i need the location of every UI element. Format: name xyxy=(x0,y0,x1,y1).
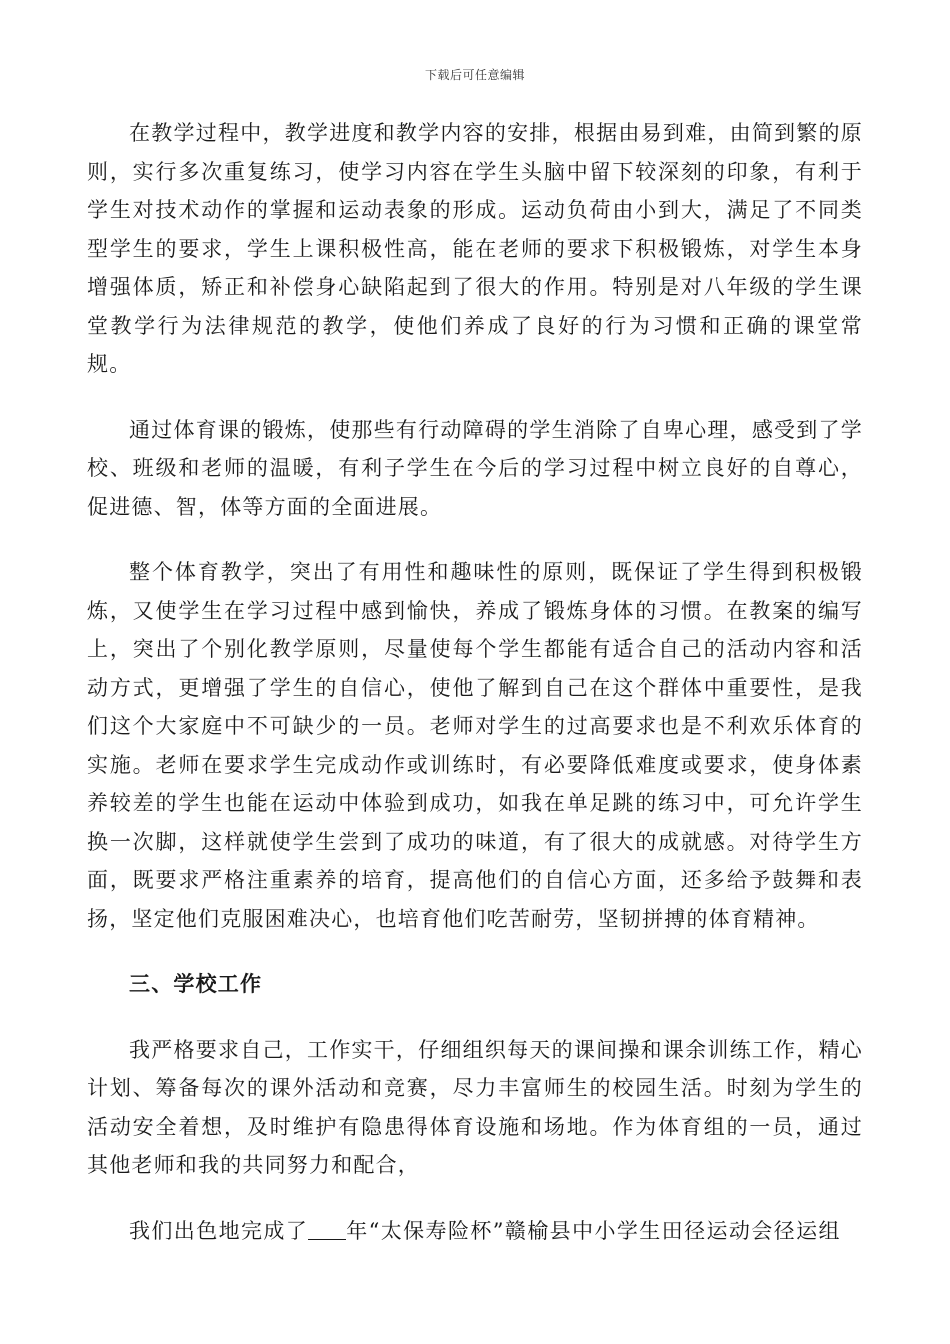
section-heading: 三、学校工作 xyxy=(129,971,263,996)
paragraph-teaching-process: 在教学过程中，教学进度和教学内容的安排，根据由易到难，由简到繁的原则，实行多次重复练习，使学习内容在学生头脑中留下较深刻的印象，有利于学生对技术动作的掌握和运动表象的形成。运动负荷由小到大，满足了不同类型学生的要求，学生上课积极性高，能在老师的要求下积极锻炼，对学生本身增强体质，矫正和补偿身心缺陷起到了很大的作用。特别是对八年级的学生课堂教学行为法律规范的教学，使他们养成了良好的行为习惯和正确的课堂常规。 xyxy=(87,121,863,376)
document-body xyxy=(87,114,863,1250)
blank-underline xyxy=(308,1217,346,1240)
sports-meet-text-start: 我们出色地完成了 xyxy=(129,1218,309,1243)
page-header-note: 下载后可任意编辑 xyxy=(424,68,525,82)
paragraph-school-work: 我严格要求自己，工作实干，仔细组织每天的课间操和课余训练工作，精心计划、筹备每次的课外活动和竞赛，尽力丰富师生的校园生活。时刻为学生的活动安全着想，及时维护有隐患得体育设施和场地。作为体育组的一员，通过其他老师和我的共同努力和配合， xyxy=(87,1037,863,1177)
sports-meet-text-end: 年“太保寿险杯”赣榆县中小学生田径运动会径运组 xyxy=(346,1218,841,1243)
paragraph-pe-teaching: 整个体育教学，突出了有用性和趣味性的原则，既保证了学生得到积极锻炼，又使学生在学习过程中感到愉快，养成了锻炼身体的习惯。在教案的编写上，突出了个别化教学原则，尽量使每个学生都能有适合自己的活动内容和活动方式，更增强了学生的自信心，使他了解到自己在这个群体中重要性，是我们这个大家庭中不可缺少的一员。老师对学生的过高要求也是不利欢乐体育的实施。老师在要求学生完成动作或训练时，有必要降低难度或要求，使身体素养较差的学生也能在运动中体验到成功，如我在单足跳的练习中，可允许学生换一次脚，这样就使学生尝到了成功的味道，有了很大的成就感。对待学生方面，既要求严格注重素养的培育，提高他们的自信心方面，还多给予鼓舞和表扬，坚定他们克服困难决心，也培育他们吃苦耐劳，坚韧拼搏的体育精神。 xyxy=(87,560,863,931)
paragraph-sports-meet xyxy=(87,1212,863,1251)
paragraph-pe-exercise: 通过体育课的锻炼，使那些有行动障碍的学生消除了自卑心理，感受到了学校、班级和老师的温暖，有利子学生在今后的学习过程中树立良好的自尊心，促进德、智，体等方面的全面进展。 xyxy=(87,417,863,519)
